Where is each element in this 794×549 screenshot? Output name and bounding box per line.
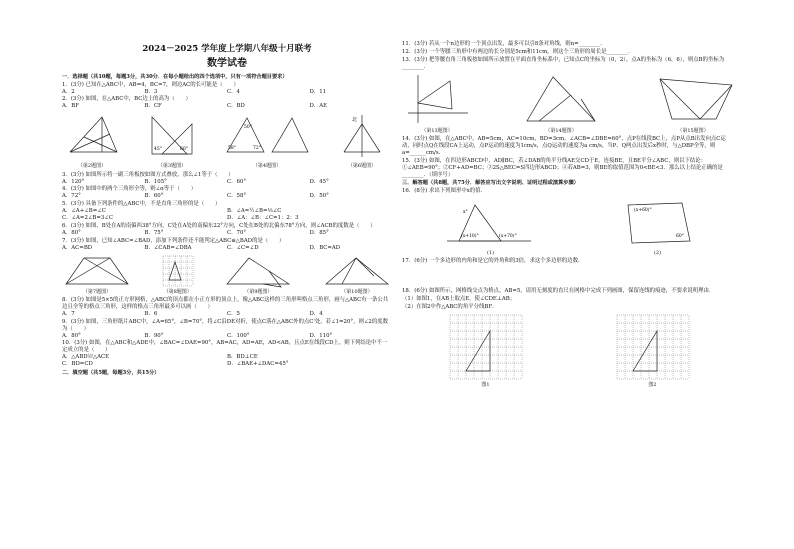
angle-label: 50° xyxy=(244,125,252,131)
option: A．80° xyxy=(62,229,81,236)
question-6: 6．(3分) 如图，B处在A的南偏西38°方向，C处在A处的南偏东22°方向，C处在B处的北偏东78°方向，则∠ACB的度数是（ ） xyxy=(62,223,376,230)
figure-q15 xyxy=(650,73,736,134)
figure-caption: （第2题图） xyxy=(77,163,107,170)
option: C．BD xyxy=(227,103,245,110)
grid-figure-1 xyxy=(448,313,524,388)
option: A．BF xyxy=(62,103,79,110)
figure-caption: （第4题图） xyxy=(252,163,282,170)
figure-q9 xyxy=(223,254,293,295)
option: A．AC=BD xyxy=(62,244,93,251)
figure-caption: (1) xyxy=(486,250,495,257)
option: D．85° xyxy=(309,229,329,236)
option: A．80° xyxy=(62,332,81,339)
question-7-options xyxy=(62,245,392,252)
option: B．90° xyxy=(144,332,164,339)
angle-label: 45° xyxy=(154,147,162,153)
question-12: 12．(3分) 一个等腰三角形中有两边的长分别是5cm和11cm，则这个三角形的周长是________． xyxy=(402,48,634,55)
question-2: 2．(3分) 如图，在△ABC中，BC边上的高为（ ） xyxy=(62,96,191,103)
question-18-part-1: （1）如图1，在AB上取点E，使∠CDE⊥AB； xyxy=(402,296,516,303)
option: D．50° xyxy=(309,193,329,200)
option: C．∠A=2∠B=3∠C xyxy=(62,215,113,222)
figure-caption: （第3题图） xyxy=(157,163,187,170)
option: C．60° xyxy=(227,178,247,185)
option: B．CF xyxy=(144,103,162,110)
figure-q16-2 xyxy=(618,197,698,256)
question-10-options xyxy=(62,354,392,368)
option: A．2 xyxy=(62,88,75,95)
angle-label: 58° xyxy=(228,146,236,152)
right-column xyxy=(402,40,736,390)
figure-caption: （第15题图） xyxy=(677,127,709,134)
question-18-part-2: （2）在图2中作△ABC的角平分线BF． xyxy=(402,304,498,311)
question-9: 9．(3分) 如图，三角形纸片ABC中，∠A=65°，∠B=70°，将∠C沿DE对折，使点C落在△ABC外的点C'处，若∠1=20°，则∠2的度数为（ ） xyxy=(62,318,388,332)
left-column xyxy=(62,72,392,377)
figure-q13 xyxy=(402,73,472,134)
angle-label: 60° xyxy=(675,234,684,240)
answer-space xyxy=(402,265,736,287)
option: D．110° xyxy=(309,332,333,339)
option: B．75° xyxy=(144,229,164,236)
question-8: 8．(3分) 如图是5×5的正方形网格，△ABC的顶点都在小正方形的顶点上，像△ABC这样的三角形叫格点三角形，画与△ABC有一条公共边且全等的格点三角形，这样的格点三角形最多可以画（ ） xyxy=(62,297,389,310)
option: D．∠A：∠B：∠C=1：2：3 xyxy=(227,215,299,222)
option: A．∠A+∠B=∠C xyxy=(62,208,106,215)
right-triangles-figure xyxy=(322,254,392,288)
figure-row-2 xyxy=(62,254,392,295)
option: B．105° xyxy=(144,178,167,185)
set-square-figure xyxy=(142,112,202,162)
question-7: 7．(3分) 如图，已知∠ABC=∠BAD，添加下列条件还不能判定△ABC≌△BAD的是（ ） xyxy=(62,237,285,244)
figure-q3 xyxy=(142,112,202,169)
figure-q10 xyxy=(322,254,392,295)
section-fill-heading: 二．填空题（共5题，每题3分，共15分） xyxy=(62,370,160,377)
trapezoid-figure xyxy=(650,73,736,127)
figure-caption: （第9题图） xyxy=(244,288,273,295)
figure-caption: （第13题图） xyxy=(421,127,453,134)
moving-point-figure xyxy=(521,73,601,127)
angle-label: (x+60)° xyxy=(633,208,652,214)
grid-drawing-area xyxy=(615,313,691,381)
figure-q6 xyxy=(332,112,392,169)
option: B．60° xyxy=(144,193,164,200)
option: C．100° xyxy=(227,332,250,339)
option: B．3 xyxy=(144,88,158,95)
option: C．70° xyxy=(227,229,247,236)
coordinate-figure xyxy=(402,73,472,127)
angle-label: (x+10)° xyxy=(460,234,479,240)
grid-figure xyxy=(161,254,195,288)
option: B．∠A=½∠B=⅓∠C xyxy=(227,208,282,215)
option: D．45° xyxy=(309,178,329,185)
option: D．11 xyxy=(309,88,327,95)
figure-q16-1 xyxy=(441,197,541,256)
option: A．△ABD≌△ACE xyxy=(62,354,110,361)
folded-triangle-figure xyxy=(223,254,293,288)
quadrilateral-angles-figure xyxy=(618,197,698,249)
option: A．120° xyxy=(62,178,85,185)
exam-title: 2024－2025 学年度上学期八年级十月联考 xyxy=(142,44,312,54)
question-15: 15．(3分) 如图，在四边形ABCD中，AD∥BC，若∠DAB的角平分线AE交CD于E，连接BE，且BE平分∠ABC，则以下结论：①∠AEB=90°；②CF+AD=BC；③2S△BEC=S四边形ABCD；④若AB=3，则BE的取值范围为0<BE<3．那么以上结论正确的是________．（填序号） xyxy=(402,157,723,178)
question-17: 17．(6分) 一个多边形的内角和是它的外角和的3倍，求这个多边形的边数． xyxy=(402,258,584,265)
question-8-options xyxy=(62,311,392,318)
option: B．6 xyxy=(144,310,158,317)
figure-caption: （第6题图） xyxy=(347,163,377,170)
quadrilateral-figure xyxy=(62,254,132,288)
option: C．58° xyxy=(227,193,247,200)
option: C．BD=CD xyxy=(62,361,93,368)
question-14: 14．(3分) 如图，在△ABC中，AB=5cm，AC=10cm，BD=3cm，∠ACB=∠DBE=60°，点P在线段BC上，点P从点B出发向点C运动，同时点Q在线段CA上运动，点P运动的速度为1cm/s，点Q运动的速度为a cm/s，当P、Q两点出发后x秒时，与△DBP全等，则a=______cm/s． xyxy=(402,136,726,156)
option: D．∠BAE+∠DAC=45° xyxy=(227,361,289,368)
grid-drawing-area xyxy=(448,313,524,381)
section-choice-heading: 一．选择题（共10题，每题3分，共30分．在每小题给出的四个选项中，只有一项符合题目要求） xyxy=(62,74,288,80)
figure-caption: （第14题图） xyxy=(545,127,577,134)
option: D．AE xyxy=(309,103,328,110)
question-1: 1．(3分) 已知在△ABC中，AB=4，BC=7，则边AC的长可能是（ ） xyxy=(62,81,239,88)
grid-figure-2 xyxy=(615,313,691,388)
question-4: 4．(3分) 如图中的两个三角形全等，则∠α等于（ ） xyxy=(62,186,197,193)
figure-q8 xyxy=(161,254,195,295)
figure-row-4 xyxy=(402,197,736,256)
angle-label: (x+70)° xyxy=(498,234,517,240)
question-16: 16．(8分) 求出下列图形中x的值． xyxy=(402,188,486,195)
question-13: 13．(3分) 把等腰直角三角板按如图所示放置在平面直角坐标系中，已知点C的坐标为（0，2），点A的坐标为（6，6），则点B的坐标为________． xyxy=(402,56,725,70)
option: D．BC=AD xyxy=(309,244,341,251)
option: A．7 xyxy=(62,310,75,317)
option: B．BD⊥CE xyxy=(227,354,258,361)
option: D．4 xyxy=(309,310,323,317)
figure-caption: （第7题图） xyxy=(82,288,112,295)
figure-caption: （第8题图） xyxy=(163,288,192,295)
angle-label: x° xyxy=(462,210,468,216)
question-2-options xyxy=(62,103,392,110)
question-5-options xyxy=(62,208,392,222)
angle-label: 60° xyxy=(180,147,188,153)
exam-subtitle: 数学试卷 xyxy=(207,58,247,69)
option: C．∠C=∠D xyxy=(227,244,259,251)
figure-q7 xyxy=(62,254,132,295)
question-10: 10．(3分) 如图，在△ABC和△ADE中，∠BAC=∠DAE=90°，AB=AC，AD=AE，AD<AB，且点E在线段CD上，则下列结论中不一定成立的是（ ） xyxy=(62,340,388,354)
section-answer-heading: 三．解答题（共8题，共75分．解答应写出文字说明、证明过程或演算步骤） xyxy=(402,180,579,187)
north-label: 北 xyxy=(352,117,358,124)
question-3: 3．(3分) 如图所示将一副三角板按如图方式叠放，那么∠1等于（ ） xyxy=(62,171,234,178)
figure-caption: (2) xyxy=(653,250,662,257)
question-6-options xyxy=(62,230,392,237)
figure-q4 xyxy=(222,112,312,169)
question-4-options xyxy=(62,193,392,200)
figure-row-1 xyxy=(62,112,392,169)
option: A．72° xyxy=(62,193,81,200)
triangle-figure xyxy=(62,112,122,162)
figure-q14 xyxy=(521,73,601,134)
figure-q2 xyxy=(62,112,122,169)
figure-row-5 xyxy=(402,313,736,388)
figure-caption: 图1 xyxy=(481,382,490,389)
direction-figure xyxy=(332,112,392,162)
option: B．∠CAB=∠DBA xyxy=(144,244,192,251)
question-11: 11．(3分) 若从一个n边形的一个顶点出发，最多可以引8条对角线，则n=________． xyxy=(402,41,606,47)
option: C．4 xyxy=(227,88,240,95)
figure-row-3 xyxy=(402,73,736,134)
figure-caption: 图2 xyxy=(648,382,657,389)
triangle-exterior-figure xyxy=(441,197,541,249)
option: C．5 xyxy=(227,310,240,317)
question-5: 5．(3分) 具备下列条件的△ABC中，不是直角三角形的是（ ） xyxy=(62,201,221,208)
congruent-triangles-figure xyxy=(222,112,312,162)
question-3-options xyxy=(62,179,392,186)
figure-caption: （第10题图） xyxy=(341,288,373,295)
question-18: 18．(6分) 如图所示，网格线交点为格点，AB=5，请用无刻度的直尺在网格中完成下列画图，保留连线的痕迹，不要求说明理由． xyxy=(402,288,715,295)
angle-label: 72° xyxy=(253,146,261,152)
question-9-options xyxy=(62,333,392,340)
question-1-options xyxy=(62,89,392,96)
